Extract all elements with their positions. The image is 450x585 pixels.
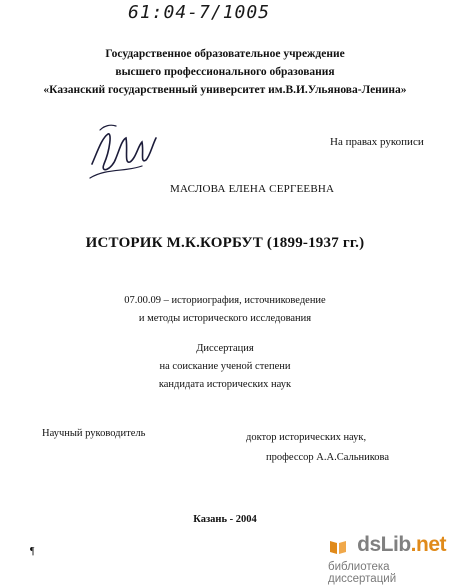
supervisor-info: [246, 428, 389, 468]
dissertation-title: ИСТОРИК М.К.КОРБУТ (1899-1937 гг.): [85, 235, 365, 251]
specialty-line-1: 07.00.09 – историография, источниковедение: [124, 295, 326, 306]
dissertation-line-2: на соискание ученой степени: [159, 361, 291, 372]
institution-line-3: «Казанский государственный университет им.В.И.Ульянова-Ленина»: [43, 84, 407, 96]
watermark-subtitle: библиотека диссертаций: [328, 561, 397, 585]
institution-line-1: Государственное образовательное учреждение: [105, 48, 345, 60]
city-year: Казань - 2004: [193, 514, 257, 525]
author-name: МАСЛОВА ЕЛЕНА СЕРГЕЕВНА: [170, 183, 335, 195]
watermark-brand-suffix: .net: [410, 533, 446, 556]
page-mark: ¶: [30, 546, 35, 557]
watermark-brand-prefix: dsLib: [357, 533, 411, 556]
archive-number-handwritten: 61:04-7/1005: [128, 2, 271, 23]
handwritten-signature: [86, 120, 164, 184]
rights-note: На правах рукописи: [330, 136, 424, 148]
dissertation-line-3: кандидата исторических наук: [158, 379, 292, 390]
supervisor-degree: доктор исторических наук,: [246, 432, 367, 443]
book-icon: [328, 537, 348, 557]
watermark-brand: [357, 533, 446, 557]
dissertation-degree-block: [0, 340, 450, 394]
supervisor-label: Научный руководитель: [42, 428, 146, 439]
dissertation-line-1: Диссертация: [196, 343, 254, 354]
dslib-watermark[interactable]: [328, 533, 450, 585]
specialty-line-2: и методы исторического исследования: [138, 313, 312, 324]
supervisor-name: профессор А.А.Сальникова: [266, 452, 390, 463]
specialty-block: [0, 292, 450, 328]
institution-line-2: высшего профессионального образования: [115, 66, 335, 78]
